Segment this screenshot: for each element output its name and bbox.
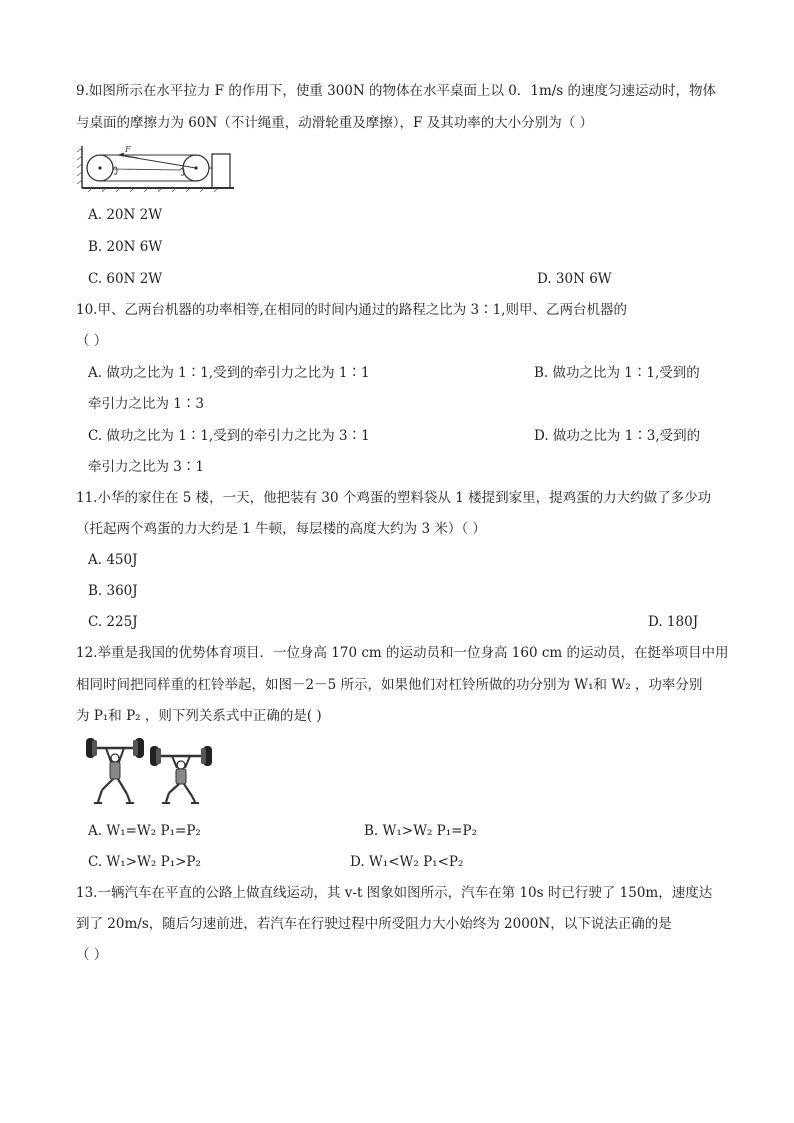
q10-option-d-line1: D. 做功之比为 1∶3,受到的 [534, 428, 701, 444]
q9-option-c: C. 60N 2W [88, 271, 163, 287]
q9-option-b: B. 20N 6W [88, 239, 163, 255]
q10-stem-line2: （ ） [76, 333, 108, 349]
q10-option-a: A. 做功之比为 1∶1,受到的牵引力之比为 1∶1 [88, 365, 370, 381]
q12-option-b: B. W₁>W₂ P₁=P₂ [364, 823, 477, 839]
q13-stem-line3: （ ） [76, 947, 108, 963]
q9-stem-line1: 9.如图所示在水平拉力 F 的作用下，使重 300N 的物体在水平桌面上以 0．1m/s 的速度匀速运动时，物体 [76, 83, 717, 99]
q12-option-c: C. W₁>W₂ P₁>P₂ [88, 854, 201, 870]
q11-option-b: B. 360J [88, 583, 138, 599]
q9-pulley-figure [76, 142, 236, 194]
q12-option-d: D. W₁<W₂ P₁<P₂ [350, 854, 464, 870]
q12-weightlifters-figure [78, 734, 218, 808]
q13-stem-line2: 到了 20m/s，随后匀速前进，若汽车在行驶过程中所受阻力大小始终为 2000N，以下说法正确的是 [76, 916, 672, 932]
q9-force-label: F [125, 145, 131, 154]
q11-option-c: C. 225J [88, 614, 138, 630]
q13-stem-line1: 13.一辆汽车在平直的公路上做直线运动，其 v-t 图象如图所示，汽车在第 10s 时已行驶了 150m，速度达 [76, 885, 713, 901]
q9-stem-line2: 与桌面的摩擦力为 60N（不计绳重，动滑轮重及摩擦），F 及其功率的大小分别为（ ） [76, 115, 593, 131]
q11-stem-line2: （托起两个鸡蛋的力大约是 1 牛顿，每层楼的高度大约为 3 米）（ ） [76, 521, 486, 537]
q11-stem-line1: 11.小华的家住在 5 楼，一天，他把装有 30 个鸡蛋的塑料袋从 1 楼提到家里，提鸡蛋的力大约做了多少功 [76, 490, 712, 506]
q9-option-a: A. 20N 2W [88, 207, 163, 223]
weightlifter-1 [86, 738, 144, 803]
q10-option-b-line2: 牵引力之比为 1∶3 [88, 396, 204, 412]
q12-stem-line1: 12.举重是我国的优势体育项目．一位身高 170 cm 的运动员和一位身高 160 cm 的运动员，在挺举项目中用 [76, 645, 729, 661]
weightlifter-2 [150, 746, 212, 803]
q12-stem-line2: 相同时间把同样重的杠铃举起，如图－2－5 所示，如果他们对杠铃所做的功分别为 W₁和 W₂ ，功率分别 [76, 677, 703, 693]
q12-option-a: A. W₁=W₂ P₁=P₂ [88, 823, 201, 839]
q10-option-c: C. 做功之比为 1∶1,受到的牵引力之比为 3∶1 [88, 428, 370, 444]
q10-option-d-line2: 牵引力之比为 3∶1 [88, 459, 204, 475]
q12-stem-line3: 为 P₁和 P₂ ，则下列关系式中正确的是( ) [76, 708, 322, 724]
q10-option-b-line1: B. 做功之比为 1∶1,受到的 [534, 365, 700, 381]
q10-stem-line1: 10.甲、乙两台机器的功率相等,在相同的时间内通过的路程之比为 3∶1,则甲、乙两台机器的 [76, 302, 628, 318]
q11-option-d: D. 180J [648, 614, 699, 630]
q11-option-a: A. 450J [88, 552, 138, 568]
q9-option-d: D. 30N 6W [537, 271, 612, 287]
